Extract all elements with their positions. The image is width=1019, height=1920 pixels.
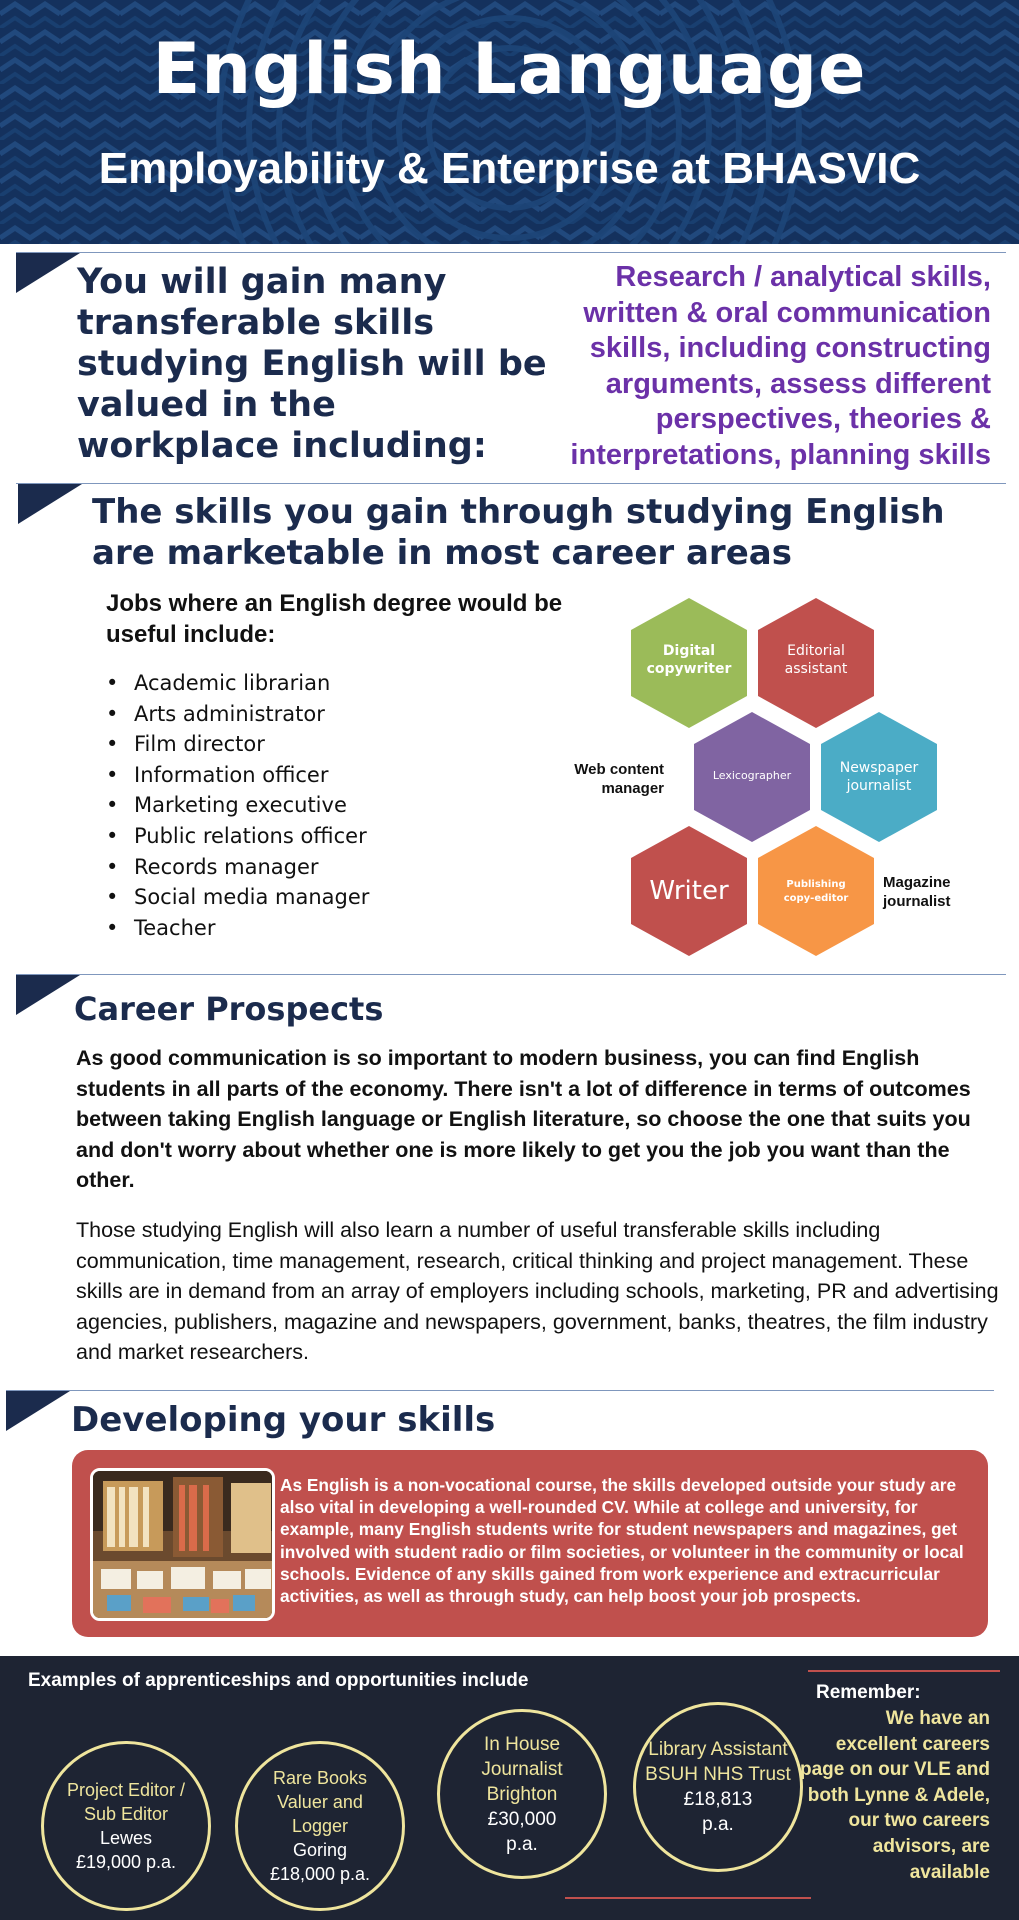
bookshop-image [93,1471,275,1621]
list-item: • Social media manager [106,885,370,910]
opportunity-title: Rare Books Valuer and Logger [272,1768,368,1836]
divider [6,1390,994,1391]
hex-label-digital-copywriter: Digital copywriter [646,643,732,677]
opportunity-circle [41,1741,211,1911]
transferable-skills-heading: You will gain many transferable skills studying English will be valued in the workplace including: [77,262,547,466]
developing-skills-box [72,1450,988,1637]
remember-text: We have an excellent careers page on our VLE and both Lynne & Adele, our two careers advisors, are available [800,1708,991,1883]
bookshop-photo [90,1468,275,1621]
skills-list-text: Research / analytical skills, written & oral communication skills, including constructing arguments, assess different perspectives, theories & interpretations, planning skills [570,261,991,471]
developing-skills-text: As English is a non-vocational course, the skills developed outside your study are also vital in developing a well-rounded CV. While at college and university, for example, many English students write for student newspapers and magazines, get involved with student radio or film societies, or volunteer in the community or local schools. Evidence of any skills gained from work experience and extracurricular activities, as well as through study, can help boost your job prospects. [280,1475,964,1607]
corner-accent [16,253,80,293]
opportunity-title: Library Assistant BSUH NHS Trust [645,1739,791,1785]
opportunity-title: In House Journalist Brighton [481,1733,563,1805]
jobs-list [106,668,369,943]
list-item: • Public relations officer [106,823,367,848]
footer-panel [0,1656,1019,1920]
developing-skills-heading: Developing your skills [71,1400,496,1440]
web-content-manager-label: Web content manager [574,761,664,797]
opportunity-salary: £30,000 p.a. [487,1808,557,1855]
magazine-journalist-label: Magazine journalist [883,874,951,910]
corner-accent [6,1391,70,1431]
hex-label-publishing-copy-editor: Publishing copy-editor [783,879,849,904]
list-item: • Marketing executive [106,793,347,818]
corner-accent [16,975,80,1015]
marketable-skills-heading: The skills you gain through studying English are marketable in most career areas [92,492,945,573]
list-item: • Academic librarian [106,671,331,695]
list-item: • Information officer [106,762,329,787]
career-prospects-heading: Career Prospects [74,990,384,1028]
opportunity-title: Project Editor / Sub Editor [66,1780,186,1824]
hex-label-newspaper-journalist: Newspaper journalist [839,760,919,794]
career-prospects-paragraph: Those studying English will also learn a number of useful transferable skills including communication, time management, research, critical thinking and project management. These skills are in demand from an array of employers including schools, marketing, PR and advertising agencies, publishers, magazine and newspapers, government, banks, theatres, the film industry and market researchers. [76,1218,999,1365]
hex-label-lexicographer: Lexicographer [712,769,792,782]
divider [16,974,1006,975]
divider [16,483,1006,484]
page-title: English Language [152,28,867,110]
hex-label-editorial-assistant: Editorial assistant [784,643,848,677]
corner-accent [18,484,82,524]
opportunity-salary: £18,813 p.a. [683,1789,753,1835]
list-item: • Arts administrator [106,701,325,726]
header-banner [0,0,1019,244]
opportunity-circle [437,1709,607,1879]
remember-bottom-line [565,1897,811,1899]
remember-top-line [808,1670,1000,1672]
opportunity-location: Goring [292,1840,348,1860]
list-item: • Film director [106,732,265,757]
opportunity-salary: £19,000 p.a. [75,1852,177,1872]
opportunity-circle [633,1702,803,1872]
hex-label-writer: Writer [649,876,729,906]
jobs-intro: Jobs where an English degree would be useful include: [106,590,563,648]
list-item: • Records manager [106,854,319,879]
opportunity-location: Lewes [99,1828,153,1848]
opportunity-circle [235,1741,405,1911]
list-item: • Teacher [106,915,216,940]
career-prospects-bold-paragraph: As good communication is so important to modern business, you can find English students in all parts of the economy. There isn't a lot of difference in terms of outcomes between taking English language or English literature, so choose the one that suits you and don't worry about whether one is more likely to get you the job you want than the other. [76,1046,971,1193]
page-subtitle: Employability & Enterprise at BHASVIC [98,144,921,193]
remember-heading: Remember: [816,1682,921,1703]
divider [16,252,1006,253]
opportunity-salary: £18,000 p.a. [269,1864,371,1884]
opportunities-heading: Examples of apprenticeships and opportunities include [28,1670,529,1691]
